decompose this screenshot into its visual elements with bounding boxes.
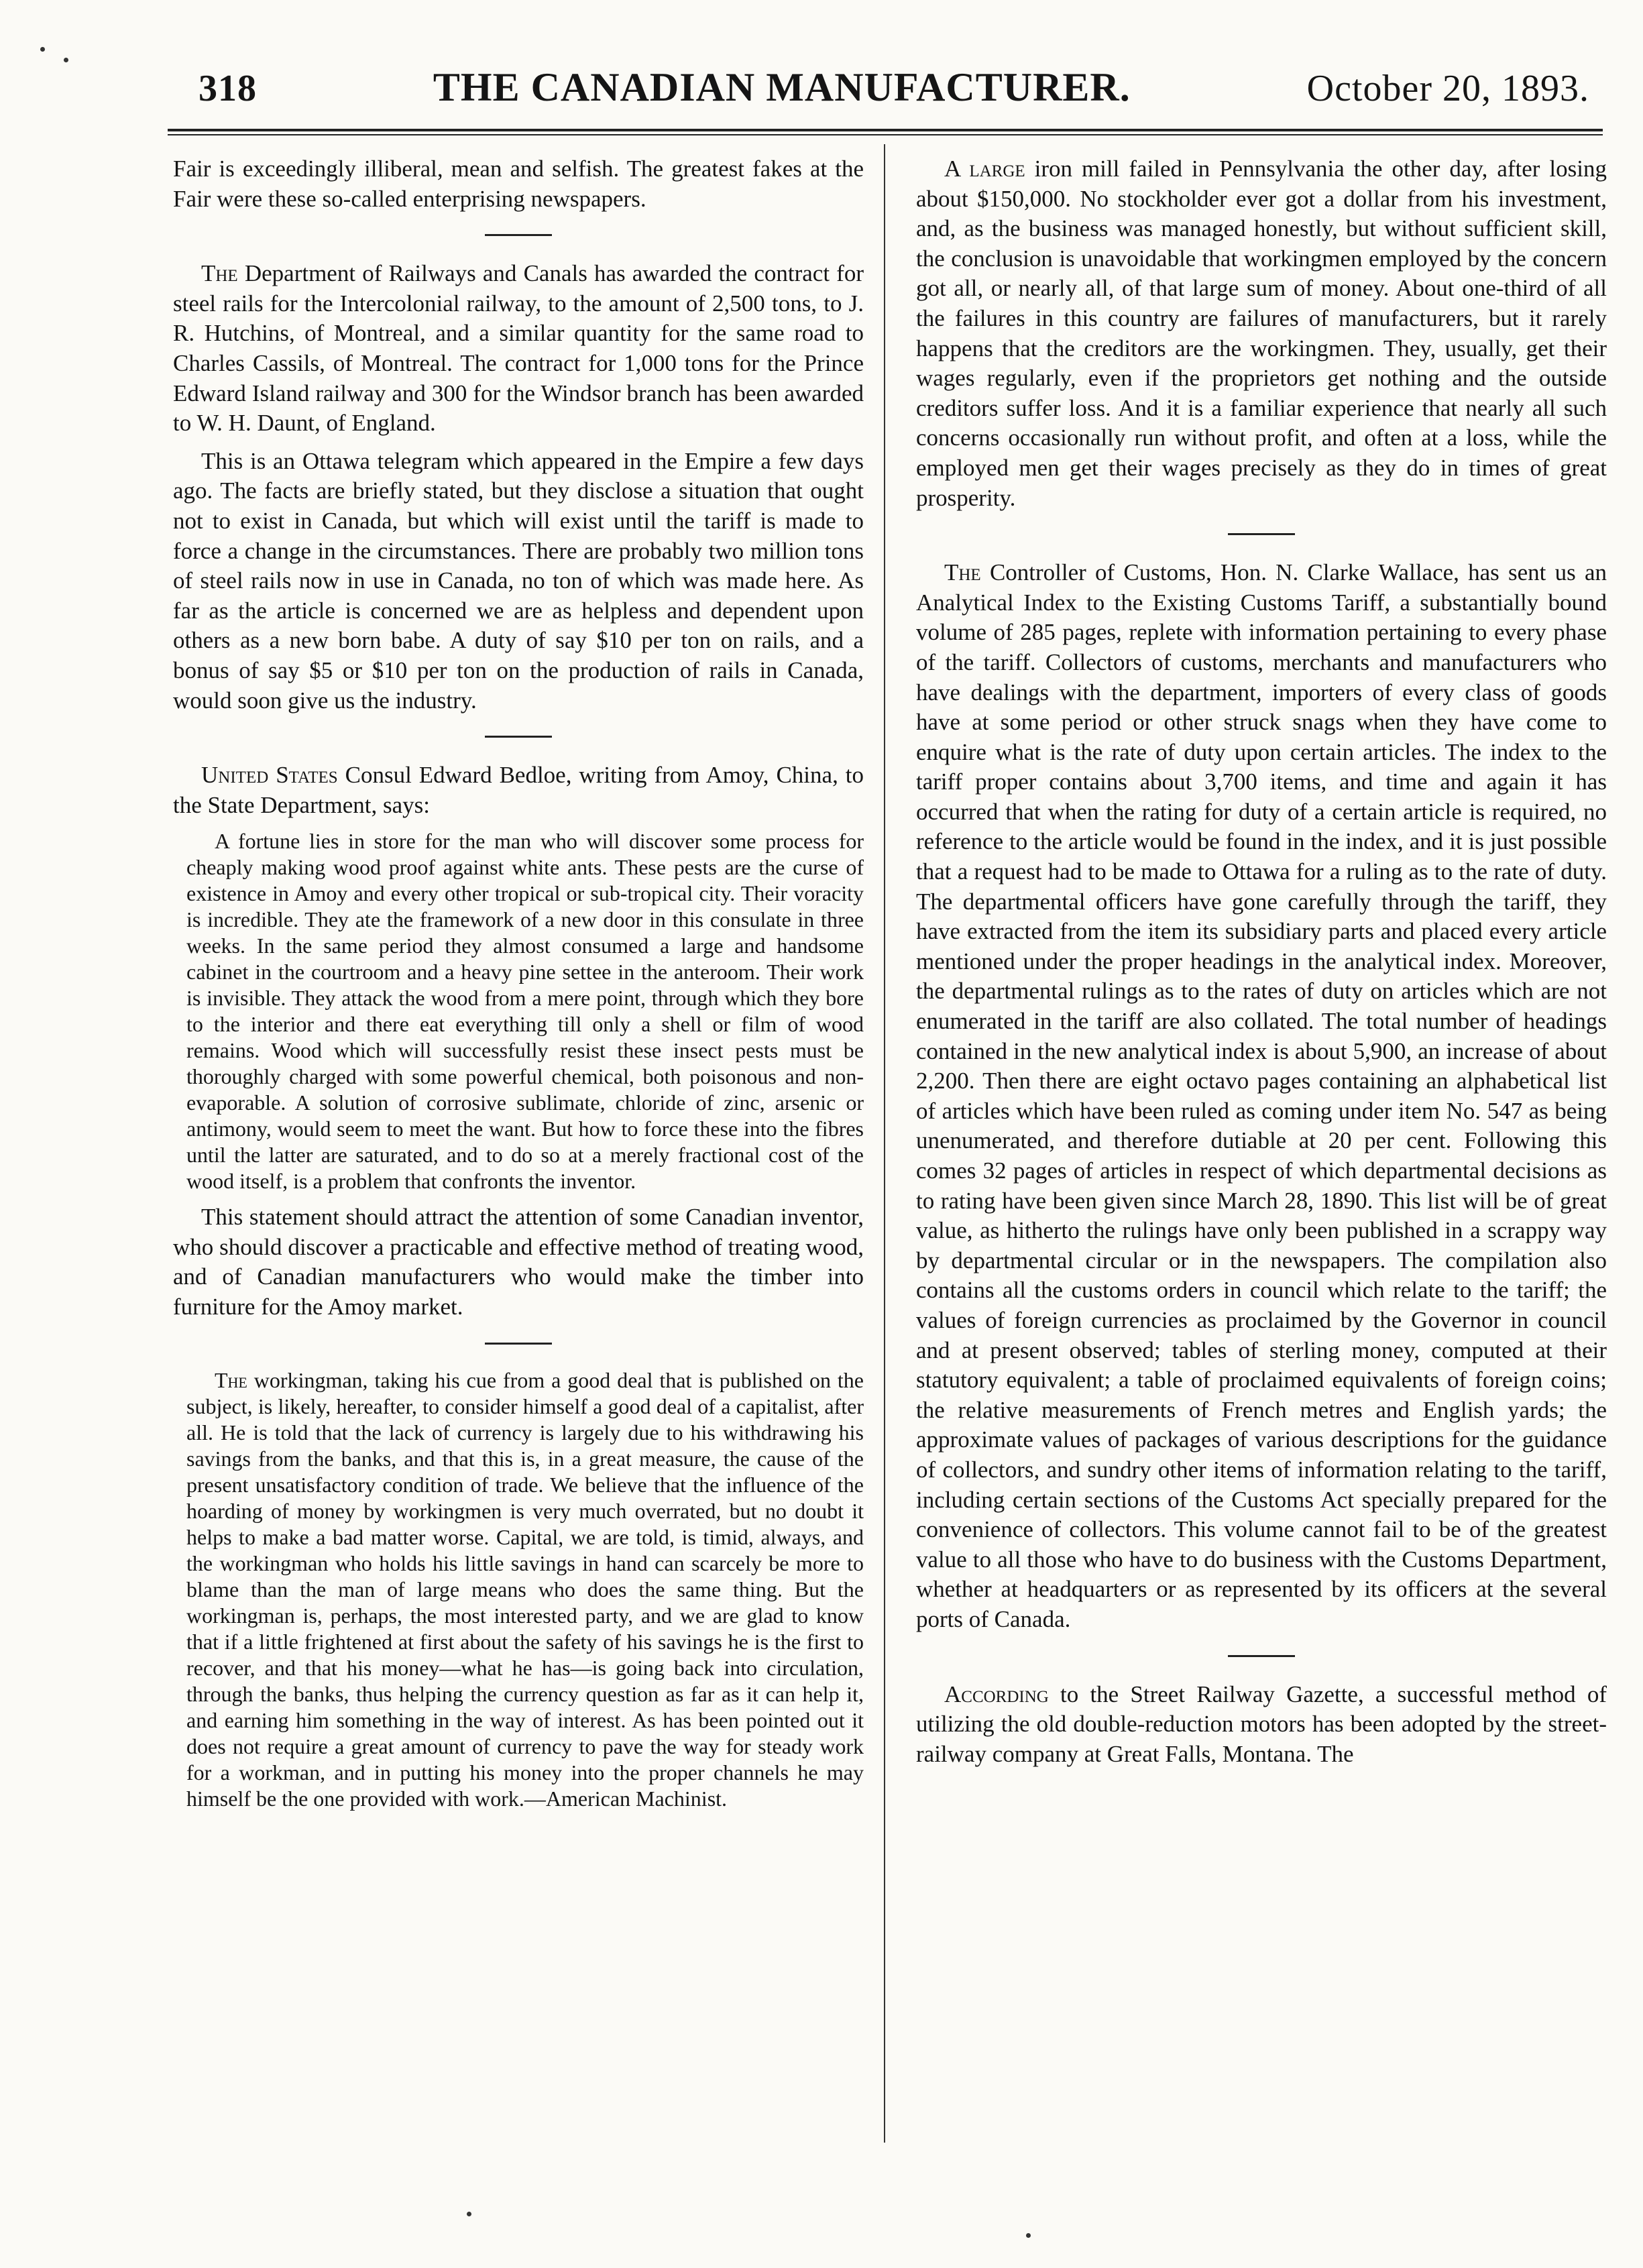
column-divider bbox=[884, 144, 885, 2143]
article-separator bbox=[485, 1343, 552, 1345]
page-header bbox=[199, 64, 1589, 125]
article-separator bbox=[485, 234, 552, 236]
lead-word: The bbox=[201, 260, 238, 287]
lead-word: The bbox=[944, 559, 981, 586]
lead-word: The bbox=[215, 1367, 247, 1392]
left-column bbox=[173, 154, 864, 2167]
quoted-paragraph bbox=[173, 1367, 864, 1812]
article-separator bbox=[1228, 1655, 1295, 1657]
lead-word: According bbox=[944, 1681, 1049, 1707]
paragraph: This statement should attract the attention of some Canadian inventor, who should discover a practicable and effective method of treating wood, and of Canadian manufacturers who would make the timber into furniture for the Amoy market. bbox=[173, 1204, 864, 1320]
scan-speck bbox=[64, 58, 68, 62]
issue-date: October 20, 1893. bbox=[1306, 68, 1589, 109]
lead-word: United States bbox=[201, 762, 338, 789]
page-number: 318 bbox=[199, 68, 257, 109]
paragraph-text: Controller of Customs, Hon. N. Clarke Wallace, has sent us an Analytical Index to the Existing Customs Tariff, a substantially bound volume of 285 pages, replete with information pertaining to every phase of the tariff. Collectors of customs, merchants and manufacturers who have dealings with the department, importers of every class of goods have at some period or other struck snags when they have come to enquire what is the rate of duty upon certain articles. The index to the tariff proper contains about 3,700 items, and time and again it has occurred that when the rating for duty of a certain article is required, no reference to the article would be found in the index, and it is just possible that a request had to be made to Ottawa for a ruling as to the rate of duty. The departmental officers have gone carefully through the tariff, they have extracted from the item its subsidiary parts and placed every article mentioned under the proper headings in the analytical index. Moreover, the departmental rulings as to the rates of duty on articles which are not enumerated in the tariff are also collated. The total number of headings contained in the new analytical index is about 5,900, an increase of about 2,200. Then there are eight octavo pages containing an alphabetical list of articles which have been ruled as coming under item No. 547 as being unenumerated, and therefore dutiable at 20 per cent. Following this comes 32 pages of articles in respect of which departmental decisions as to rating have been given since March 28, 1890. This list will be of great value, as hitherto the rulings have only been published in a scrappy way by departmental circular or in the newspapers. The compilation also contains all the customs orders in council which relate to the tariff; the values of foreign currencies as proclaimed by the Governor in council and at present observed; tables of sterling money, computed at their statutory equivalent; a table of proclaimed equivalents of foreign coins; the relative measurements of French metres and English yards; the approximate values of packages of various descriptions for the guidance of collectors, and sundry other items of information relating to the tariff, including certain sections of the Customs Act specially prepared for the convenience of collectors. This volume cannot fail to be of the greatest value to all those who have to do business with the Customs Department, whether at headquarters or as represented by its officers at the several ports of Canada. bbox=[916, 559, 1607, 1632]
header-rule-thin bbox=[168, 134, 1603, 135]
paragraph bbox=[173, 259, 864, 439]
scan-speck bbox=[467, 2212, 471, 2216]
paragraph: This is an Ottawa telegram which appeared in the Empire a few days ago. The facts are briefly stated, but they disclose a situation that ought not to exist in Canada, but which will exist until the tariff is made to force a change in the circumstances. There are probably two million tons of steel rails now in use in Canada, no ton of which was made here. As far as the article is concerned we are as helpless and dependent upon others as a new born babe. A duty of say $10 per ton on rails, and a bonus of say $5 or $10 per ton on the production of rails in Canada, would soon give us the industry. bbox=[173, 447, 864, 714]
paragraph bbox=[916, 1680, 1607, 1770]
paragraph: Fair is exceedingly illiberal, mean and selfish. The greatest fakes at the Fair were these so-called enterprising newspapers. bbox=[173, 156, 864, 212]
paragraph-text: to the Street Railway Gazette, a successful method of utilizing the old double-reduction motors has been adopted by the street-railway company at Great Falls, Montana. The bbox=[916, 1681, 1607, 1767]
paragraph-text: Department of Railways and Canals has awarded the contract for steel rails for the Intercolonial railway, to the amount of 2,500 tons, to J. R. Hutchins, of Montreal, and a similar quantity for the same road to Charles Cassils, of Montreal. The contract for 1,000 tons for the Prince Edward Island railway and 300 for the Windsor branch has been awarded to W. H. Daunt, of England. bbox=[173, 260, 864, 437]
paragraph bbox=[916, 558, 1607, 1634]
article-separator bbox=[1228, 533, 1295, 535]
header-rule bbox=[168, 129, 1603, 131]
journal-title: THE CANADIAN MANUFACTURER. bbox=[433, 65, 1131, 109]
paragraph-text: workingman, taking his cue from a good deal that is published on the subject, is likely, hereafter, to consider himself a good deal of a capitalist, after all. He is told that the lack of currency is largely due to his withdrawing his savings from the banks, and that this is, in a great measure, the cause of the present unsatisfactory condition of trade. We believe that the influence of the hoarding of money by workingmen is very much overrated, but no doubt it helps to make a bad matter worse. Capital, we are told, is timid, always, and the workingman who holds his little savings in hand can scarcely be more to blame than the man of large means who does the same thing. But the workingman is, perhaps, the most interested party, and we are glad to know that if a little frightened at first about the safety of his savings he is the first to recover, and that his money—what he has—is going back into circulation, through the banks, thus helping the currency question as far as it can help it, and earning him something in the way of interest. As has been pointed out it does not require a great amount of currency to pave the way for steady work for a workman, and in putting his money into the proper channels he may himself be the one provided with work.—American Machinist. bbox=[186, 1367, 864, 1811]
right-column bbox=[916, 154, 1607, 2167]
paragraph bbox=[173, 760, 864, 820]
paragraph bbox=[916, 154, 1607, 513]
lead-word: A large bbox=[944, 156, 1025, 182]
scan-speck bbox=[40, 47, 45, 52]
article-separator bbox=[485, 736, 552, 738]
paragraph-text: Consul Edward Bedloe, writing from Amoy, China, to the State Department, says: bbox=[173, 762, 864, 818]
quoted-paragraph: A fortune lies in store for the man who will discover some process for cheaply making wood proof against white ants. These pests are the curse of existence in Amoy and every other tropical or sub-tropical city. Their voracity is incredible. They ate the framework of a new door in this consulate in three weeks. In the same period they almost consumed a large and handsome cabinet in the courtroom and a heavy pine settee in the anteroom. Their work is invisible. They attack the wood from a mere point, through which they bore to the interior and there eat everything till only a shell or film of wood remains. Wood which will successfully resist these insect pests must be thoroughly charged with some powerful chemical, both poisonous and non-evaporable. A solution of corrosive sublimate, chloride of zinc, arsenic or antimony, would seem to meet the want. But how to force these into the fibres until the latter are saturated, and to do so at a merely fractional cost of the wood itself, is a problem that confronts the inventor. bbox=[186, 829, 864, 1194]
scan-speck bbox=[1026, 2233, 1031, 2238]
paragraph-text: iron mill failed in Pennsylvania the other day, after losing about $150,000. No stockholder ever got a dollar from his investment, and, as the business was managed honestly, but without sufficient skill, the conclusion is unavoidable that workingmen employed by the concern got all, or nearly all, of that large sum of money. About one-third of all the failures in this country are failures of manufacturers, but it rarely happens that the creditors are the workingmen. They, usually, get their wages regularly, even if the proprietors get nothing and the outside creditors suffer loss. And it is a familiar experience that nearly all such concerns occasionally run without profit, and often at a loss, while the employed men get their wages precisely as they do in times of great prosperity. bbox=[916, 156, 1607, 511]
